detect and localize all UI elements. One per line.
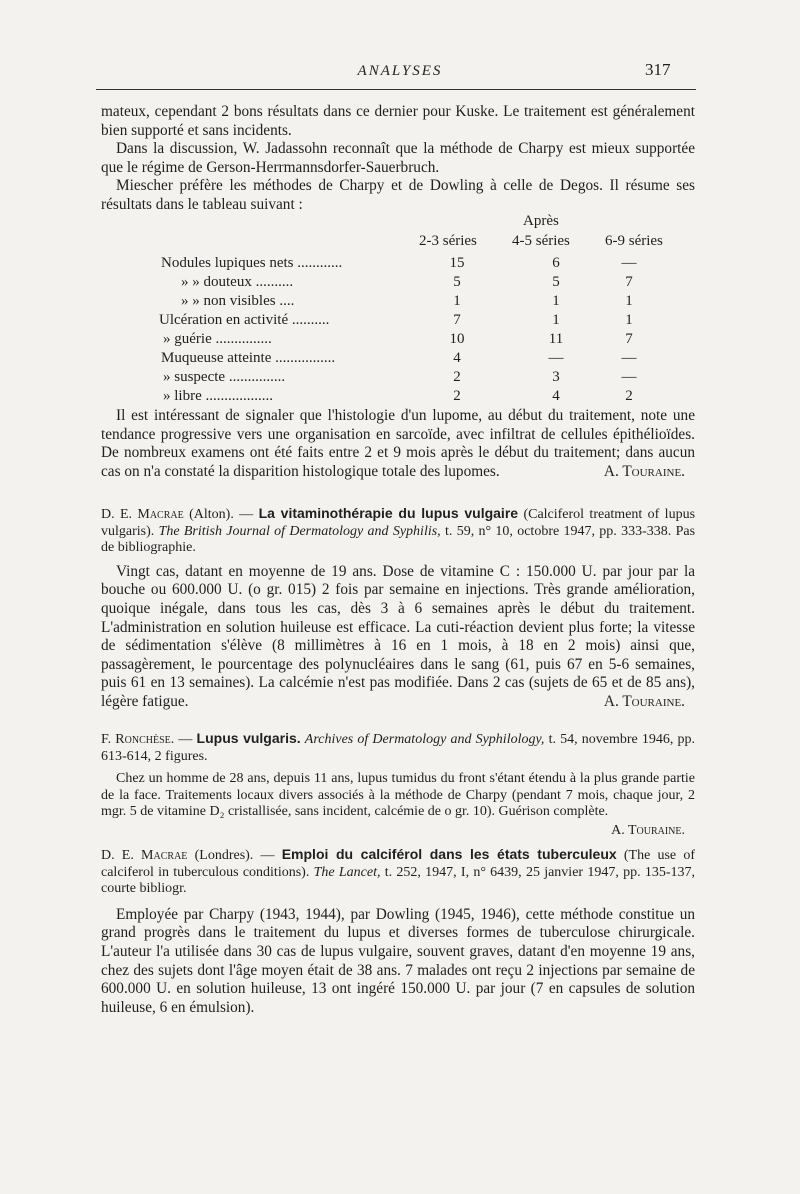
after-table-text [101,407,695,481]
page-number: 317 [645,60,671,79]
table-col-header-1: 2-3 séries [419,233,477,249]
table-group-header: Après [523,213,559,229]
review-journal: The British Journal of Dermatology and Syphilis, [158,523,441,539]
table-row [101,369,701,388]
table-cell: 10 [449,331,465,347]
intro-paragraph-3: Miescher préfère les méthodes de Charpy et de Dowling à celle de Degos. Il résume ses résultats dans le tableau suivant : [101,177,695,213]
table-cell: 1 [453,293,461,309]
table-cell: 6 [552,255,560,271]
review-3-citation [101,846,695,898]
table-cell: 2 [625,388,633,404]
intro-paragraph-2: Dans la discussion, W. Jadassohn reconnaît que la méthode de Charpy est mieux supportée que le régime de Gerson-Herrmannsdorfer-Sauerbruch. [101,140,695,176]
review-author: D. E. Macrae [101,848,188,863]
table-row [101,331,701,350]
review-2 [101,730,695,840]
review-1-citation [101,505,695,557]
table-row-label: » » non visibles .... [181,293,295,309]
review-title: Lupus vulgaris. [196,730,301,746]
table-cell: 15 [449,255,465,271]
table-cell: — [621,350,637,366]
running-header-title: ANALYSES [357,63,443,79]
table-row [101,350,701,369]
table-cell: 5 [552,274,560,290]
review-citation: (Calciferol treatment of lupus vulgaris). [101,507,696,539]
review-citation: t. 59, n° 10, octobre 1947, pp. 333-338. Pas de bibliographie. [101,523,696,556]
review-2-body: Chez un homme de 28 ans, depuis 11 ans, lupus tumidus du front s'étant étendu à la plus grande partie de la face. Traitements locaux divers associés à la méthode de Charpy (pendant 7 mois, chaque jour, 2 mgr. 5 de vitamine D₂ cristallisée, sans incident, calcémie de o gr. 10). Guérison complète. [101,771,695,820]
intro-text [101,103,695,215]
review-1-body [101,563,695,712]
signature [101,823,685,840]
table-cell: 1 [552,293,560,309]
table-row [101,388,701,407]
table-col-header-2: 4-5 séries [512,233,570,249]
header-rule [96,89,696,90]
table-row [101,293,701,312]
review-author: F. Ronchèse. — [101,732,193,747]
table-cell: 7 [453,312,461,328]
table-row [101,274,701,293]
review-1 [101,505,695,712]
table-row-label: » suspecte ............... [163,369,286,385]
review-journal: Archives of Dermatology and Syphilology, [304,732,545,747]
table-cell: 2 [453,388,461,404]
after-table-paragraph [101,407,695,481]
table-col-header-3: 6-9 séries [605,233,663,249]
review-author: D. E. Macrae [101,507,184,522]
table-cell: 11 [548,331,564,347]
review-place: (Londres). — [194,848,275,863]
review-citation: (The use of calciferol in tuberculous conditions). [101,848,696,880]
intro-paragraph-1: mateux, cependant 2 bons résultats dans ce dernier pour Kuske. Le traitement est généralement bien supporté et sans incidents. [101,103,695,139]
table-cell: — [621,255,637,271]
table-row-label: » libre .................. [163,388,273,404]
signature-text: A. Touraine. [611,822,685,838]
review-2-citation [101,730,695,765]
review-citation: t. 54, novembre 1946, pp. 613-614, 2 figures. [101,732,695,764]
table-cell: 4 [453,350,461,366]
review-title: Emploi du calciférol dans les états tuberculeux [281,846,617,862]
table-cell: 1 [625,312,633,328]
table-row-label: » guérie ............... [163,331,272,347]
table-cell: 7 [625,274,633,290]
review-3 [101,846,695,1017]
table-cell: 4 [552,388,560,404]
table-row [101,312,701,331]
table-cell: 1 [552,312,560,328]
signature: A. Touraine. [603,462,685,480]
table-cell: 5 [453,274,461,290]
review-place: (Alton). — [189,507,254,522]
table-cell: 3 [552,369,560,385]
review-citation: t. 252, 1947, I, n° 6439, 25 janvier 1947, pp. 135-137, courte bibliogr. [101,864,696,897]
review-3-body: Employée par Charpy (1943, 1944), par Dowling (1945, 1946), cette méthode constitue un grand progrès dans le traitement du lupus et diverses formes de tuberculose chirurgicale. L'auteur l'a utilisée dans 30 cas de lupus vulgaire, souvent graves, datant d'en moyenne 19 ans, chez des sujets dont l'âge moyen était de 38 ans. 7 malades ont reçu 2 injections par semaine de 600.000 U. en solution huileuse, 13 ont ingéré 150.000 U. par jour (7 en capsules de solution huileuse, 6 en émulsion). [101,905,695,1016]
table-cell: 1 [625,293,633,309]
table-cell: 7 [625,331,633,347]
table-row-label: Ulcération en activité .......... [159,312,330,328]
table-cell: 2 [453,369,461,385]
signature: A. Touraine. [603,692,685,710]
table-cell: — [548,350,564,366]
review-body: Vingt cas, datant en moyenne de 19 ans. Dose de vitamine C : 150.000 U. par jour par la bouche ou 600.000 U. (o gr. 015) 2 fois par semaine en injections. Très grande amélioration, quoique inégale, dans tous les cas, dès 3 à 6 semaines après le début du traitement. L'administration en solution huileuse est efficace. La cuti-réaction devient plus forte; la vitesse de sédimentation s'élève (8 millimètres à 16 en 1 mois, à 18 en 2 mois) ainsi que, passagèrement, le pourcentage des polynucléaires dans le sang (61, puis 67 en 5-6 semaines, puis 61 en 13 semaines). La calcémie n'est pas modifiée. Dans 2 cas (sujets de 65 et de 85 ans), légère fatigue. [101,562,695,710]
review-journal: The Lancet, [313,864,381,880]
table-row-label: » » douteux .......... [181,274,294,290]
table-row-label: Muqueuse atteinte ................ [161,350,336,366]
table-row-label: Nodules lupiques nets ............ [161,255,343,271]
table-cell: — [621,369,637,385]
table-row [101,255,701,274]
after-table-body: Il est intéressant de signaler que l'histologie d'un lupome, au début du traitement, note une tendance progressive vers une organisation en sarcoïde, avec infiltrat de cellules épithélioïdes. De nombreux examens ont été faits entre 2 et 9 mois après le début du traitement; dans aucun cas on n'a constaté la disparition histologique totale des lupomes. [101,407,695,480]
review-title: La vitaminothérapie du lupus vulgaire [258,505,519,521]
